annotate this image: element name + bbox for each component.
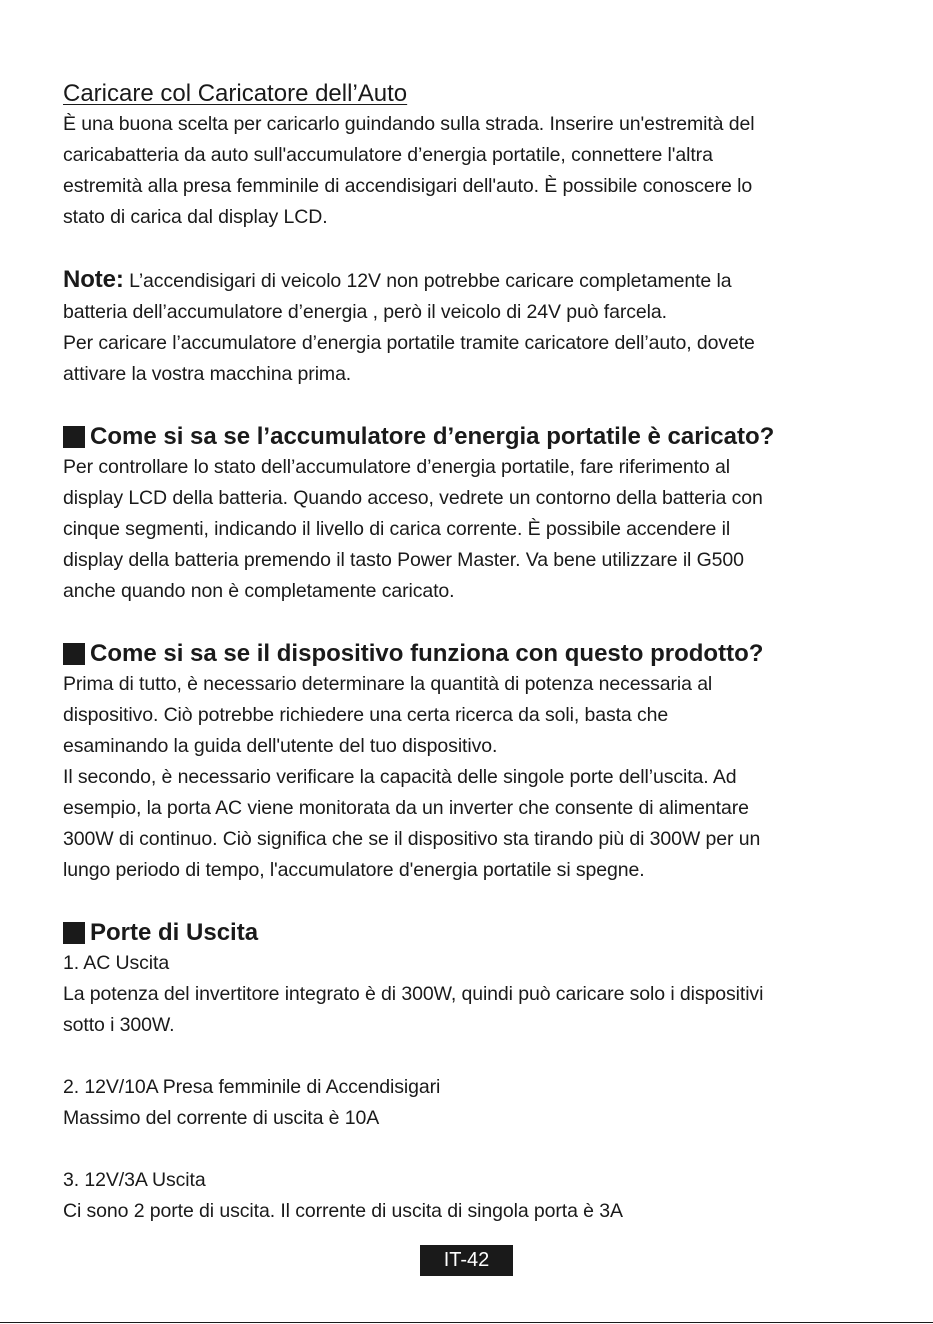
section-heading-ports: Porte di Uscita [63, 917, 863, 948]
paragraph-line: sotto i 300W. [63, 1014, 175, 1036]
paragraph-line: stato di carica dal display LCD. [63, 206, 328, 228]
manual-page [63, 78, 863, 1227]
paragraph-line: Prima di tutto, è necessario determinare la quantità di potenza necessaria al [63, 673, 713, 695]
paragraph-line: Per controllare lo stato dell’accumulatore d’energia portatile, fare riferimento al [63, 456, 730, 478]
paragraph-line: esaminando la guida dell'utente del tuo dispositivo. [63, 735, 498, 757]
section-heading-device: Come si sa se il dispositivo funziona con questo prodotto? [63, 638, 863, 669]
square-bullet-icon [63, 922, 85, 944]
section-title-car-charger: Caricare col Caricatore dell’Auto [63, 80, 408, 107]
port-item-title: 3. 12V/3A Uscita [63, 1169, 206, 1191]
bottom-divider [0, 1322, 933, 1323]
note-text: L’accendisigari di veicolo 12V non potrebbe caricare completamente la [123, 270, 732, 292]
paragraph-line: esempio, la porta AC viene monitorata da un inverter che consente di alimentare [63, 797, 749, 819]
paragraph-line: caricabatteria da auto sull'accumulatore d’energia portatile, connettere l'altra [63, 144, 713, 166]
paragraph-line: Il secondo, è necessario verificare la capacità delle singole porte dell’uscita. Ad [63, 766, 737, 788]
square-bullet-icon [63, 426, 85, 448]
paragraph-line: È una buona scelta per caricarlo guindando sulla strada. Inserire un'estremità del [63, 113, 755, 135]
paragraph-line: Ci sono 2 porte di uscita. Il corrente di uscita di singola porta è 3A [63, 1200, 623, 1222]
paragraph-line: anche quando non è completamente caricato. [63, 580, 455, 602]
port-item-title: 2. 12V/10A Presa femminile di Accendisigari [63, 1076, 441, 1098]
note-label: Note: [63, 266, 124, 293]
square-bullet-icon [63, 643, 85, 665]
paragraph-line: La potenza del invertitore integrato è di 300W, quindi può caricare solo i dispositivi [63, 983, 764, 1005]
paragraph-line: lungo periodo di tempo, l'accumulatore d'energia portatile si spegne. [63, 859, 645, 881]
paragraph-line: 300W di continuo. Ciò significa che se il dispositivo sta tirando più di 300W per un [63, 828, 761, 850]
paragraph-line: display LCD della batteria. Quando acceso, vedrete un contorno della batteria con [63, 487, 763, 509]
note-first-line [63, 264, 863, 297]
section-heading-charged: Come si sa se l’accumulatore d’energia portatile è caricato? [63, 421, 863, 452]
paragraph-line: dispositivo. Ciò potrebbe richiedere una certa ricerca da soli, basta che [63, 704, 669, 726]
paragraph-line: cinque segmenti, indicando il livello di carica corrente. È possibile accendere il [63, 518, 731, 540]
port-item-title: 1. AC Uscita [63, 952, 170, 974]
paragraph-line: estremità alla presa femminile di accendisigari dell'auto. È possibile conoscere lo [63, 175, 753, 197]
paragraph-line: batteria dell’accumulatore d’energia , però il veicolo di 24V può farcela. [63, 301, 667, 323]
page-number-badge: IT-42 [420, 1245, 513, 1276]
paragraph-line: Per caricare l’accumulatore d’energia portatile tramite caricatore dell’auto, dovete [63, 332, 755, 354]
paragraph-line: attivare la vostra macchina prima. [63, 363, 352, 385]
paragraph-line: Massimo del corrente di uscita è 10A [63, 1107, 380, 1129]
paragraph-line: display della batteria premendo il tasto Power Master. Va bene utilizzare il G500 [63, 549, 744, 571]
